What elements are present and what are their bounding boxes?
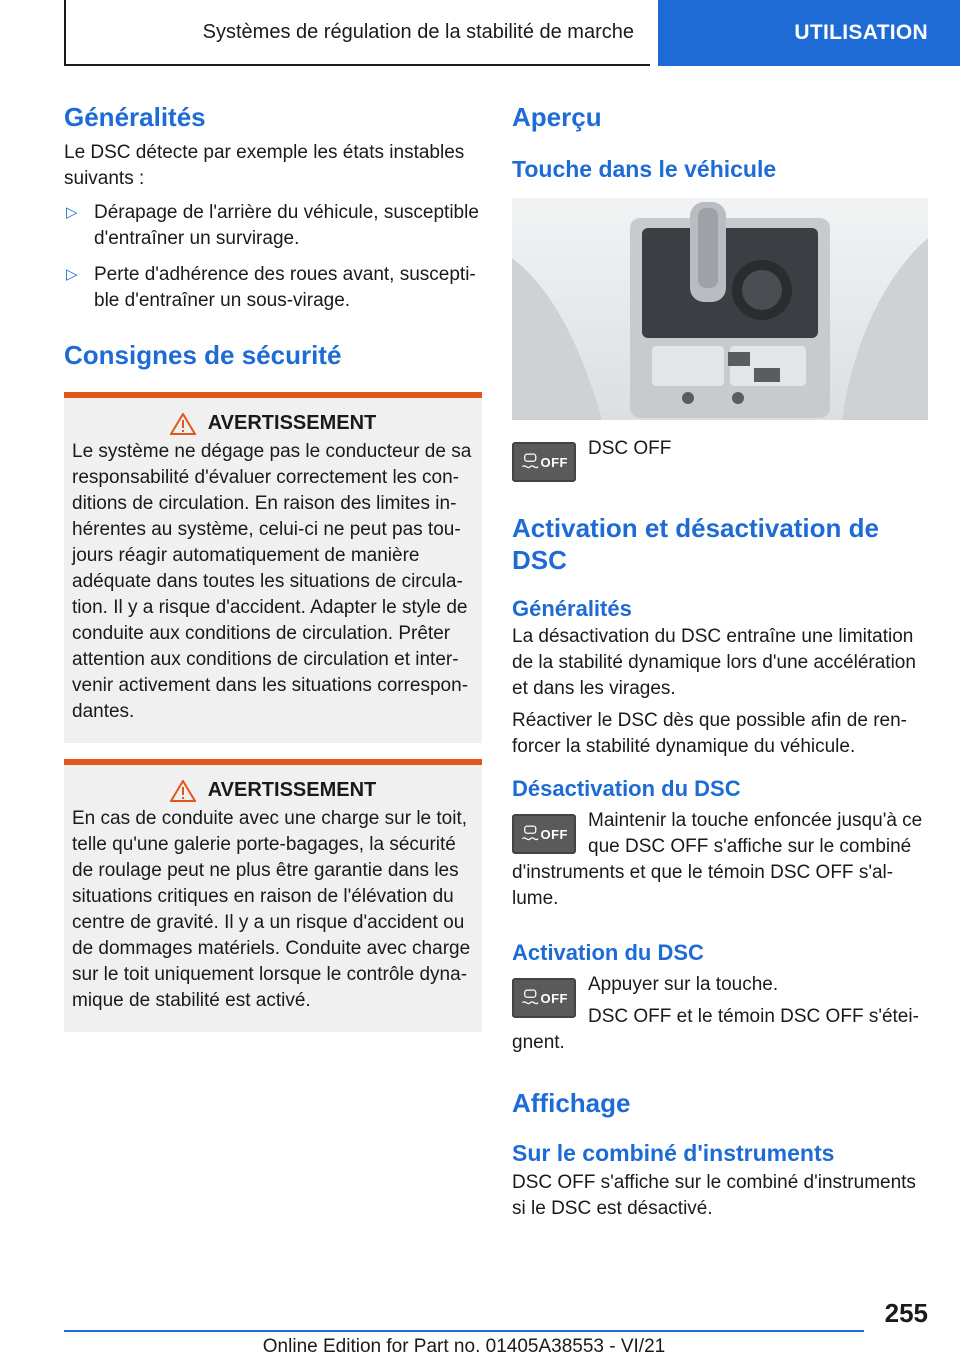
combine-text: DSC OFF s'affiche sur le combiné d'instruments si le DSC est désactivé. — [512, 1172, 916, 1219]
footer-divider — [64, 1330, 864, 1332]
list-item-text: Perte d'adhérence des roues avant, susceptible d'entraîner un sous-virage. — [94, 264, 476, 311]
desactivation-row — [512, 808, 928, 912]
activation-heading: Activation et désactivation de DSC — [512, 513, 879, 575]
dsc-off-button — [512, 814, 576, 854]
dsc-off-button — [512, 978, 576, 1018]
activation-p1: Appuyer sur la touche. — [588, 974, 779, 995]
generalites-p2: Réactiver le DSC dès que possible afin de renforcer la stabilité dynamique du véhicule. — [512, 710, 907, 757]
list-item — [64, 200, 482, 252]
car-skid-icon — [520, 986, 541, 1010]
chapter-tab: UTILISATION — [658, 0, 960, 66]
desactivation-text: Maintenir la touche enfoncée jusqu'à ce que DSC OFF s'affiche sur le combiné d'instruments et que le témoin DSC OFF s'allume. — [512, 810, 923, 909]
touche-heading: Touche dans le véhicule — [512, 156, 777, 182]
left-column — [64, 100, 482, 1032]
page-header — [0, 0, 960, 66]
desactivation-heading: Désactivation du DSC — [512, 776, 741, 801]
bullet-triangle-icon: ▷ — [66, 266, 78, 283]
apercu-heading: Aperçu — [512, 102, 602, 132]
header-underline — [64, 64, 650, 66]
combine-heading: Sur le combiné d'instruments — [512, 1140, 835, 1166]
dsc-off-button — [512, 442, 576, 482]
warning-text: Le système ne dégage pas le conducteur de sa responsabilité d'évaluer correctement les conditions de circulation. En raison des limites inhérentes au système, celui-ci ne peut pas toujours réagir automatiquement de manière adéquate dans toutes les situations de circulation. Il y a risque d'accident. Adapter le style de conduite aux conditions de circulation. Prêter attention aux conditions de circulation et intervenir activement dans les situations correspondantes. — [72, 441, 472, 722]
warning-box-2 — [64, 759, 482, 1032]
icon-off-text: OFF — [540, 826, 568, 842]
car-skid-icon — [520, 450, 541, 474]
warning-triangle-icon — [170, 413, 196, 435]
page-number: 255 — [884, 1298, 928, 1328]
warning-label: AVERTISSEMENT — [207, 412, 377, 434]
warning-header — [72, 779, 474, 802]
warning-box-1 — [64, 392, 482, 743]
dsc-off-key-row — [512, 436, 928, 482]
activation-dsc-heading: Activation du DSC — [512, 940, 704, 965]
vehicle-console-image — [512, 198, 928, 420]
warning-header — [72, 412, 474, 435]
dsc-off-label: DSC OFF — [588, 438, 672, 459]
generalites-p1: La désactivation du DSC entraîne une limitation de la stabilité dynamique lors d'une accélération et dans les virages. — [512, 626, 916, 699]
activation-row — [512, 972, 928, 1056]
list-item-text: Dérapage de l'arrière du véhicule, susceptible d'entraîner un survirage. — [94, 202, 479, 249]
affichage-heading: Affichage — [512, 1088, 631, 1118]
warning-text: En cas de conduite avec une charge sur le toit, telle qu'une galerie porte-bagages, la sécurité de roulage peut ne plus être garantie dans les situations critiques en raison de l'élévation du centre de gravité. Il y a un risque d'accident ou de dommages matériels. Conduite avec charge sur le toit uniquement lorsque le contrôle dynamique de stabilité est activé. — [72, 808, 471, 1011]
icon-off-text: OFF — [540, 990, 568, 1006]
list-item — [64, 262, 482, 314]
bullet-triangle-icon: ▷ — [66, 204, 78, 221]
section-title: Systèmes de régulation de la stabilité de marche — [202, 20, 634, 43]
center-console-illustration — [512, 198, 928, 420]
generalites-heading: Généralités — [64, 102, 206, 132]
unstable-states-list — [64, 200, 482, 314]
right-column — [512, 100, 928, 1222]
car-skid-icon — [520, 822, 541, 846]
generalites-subheading: Généralités — [512, 596, 632, 621]
generalites-text: Le DSC détecte par exemple les états instables suivants : — [64, 142, 465, 189]
icon-off-text: OFF — [540, 454, 568, 470]
warning-triangle-icon — [170, 780, 196, 802]
activation-p2: DSC OFF et le témoin DSC OFF s'éteignent. — [512, 1006, 919, 1053]
warning-label: AVERTISSEMENT — [207, 779, 377, 801]
consignes-heading: Consignes de sécurité — [64, 340, 342, 370]
edition-footer: Online Edition for Part no. 01405A38553 - VI/21 — [262, 1336, 666, 1357]
